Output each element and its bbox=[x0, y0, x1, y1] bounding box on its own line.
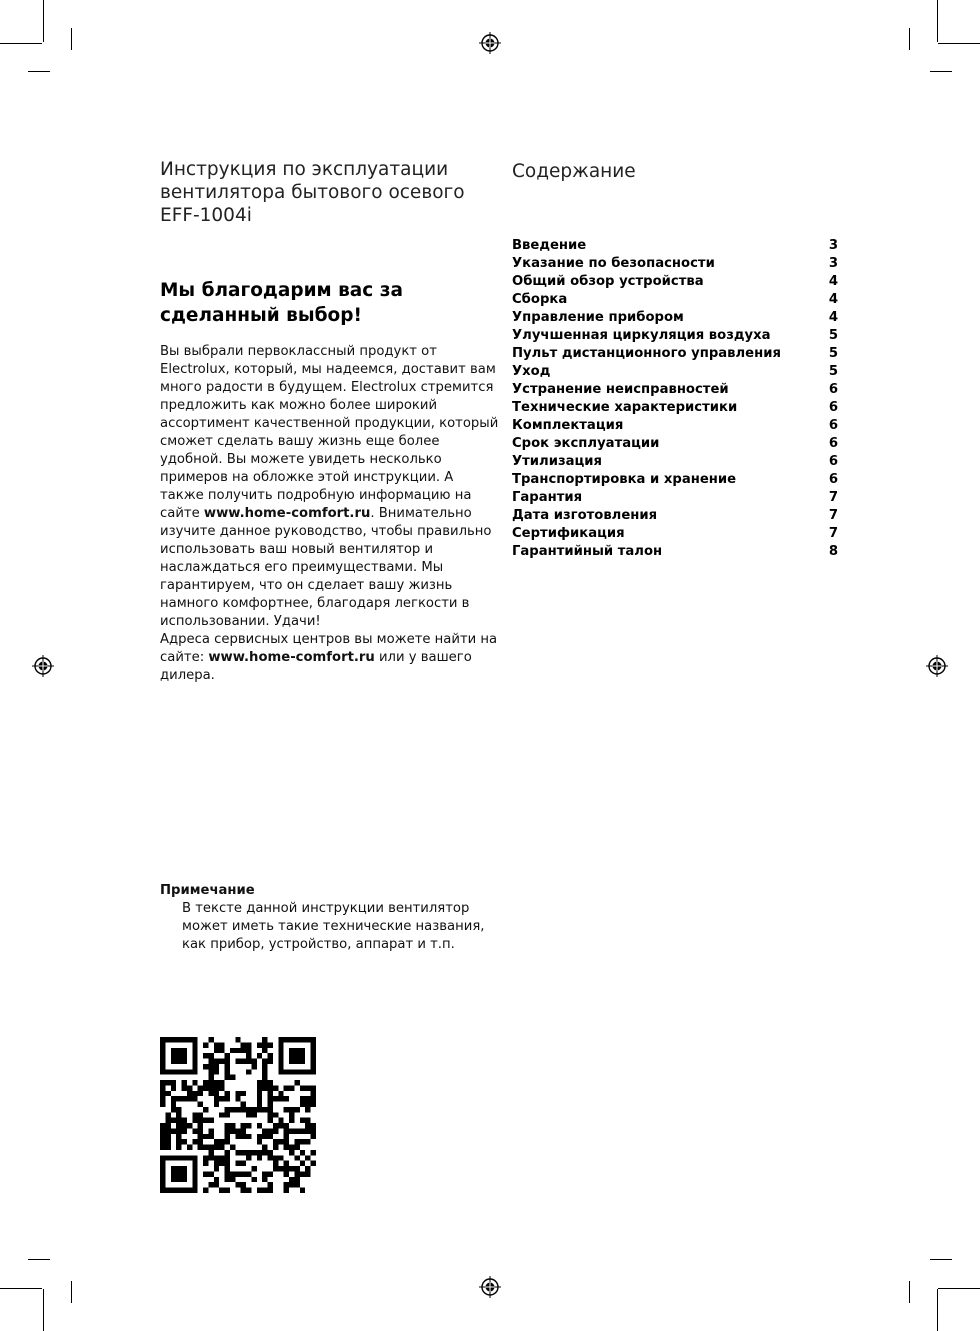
crop-mark-bl-v bbox=[71, 1281, 72, 1303]
document-title-line-2: вентилятора бытового осевого bbox=[160, 182, 465, 203]
intro-p2-text-b: или у вашего дилера. bbox=[160, 650, 472, 683]
contents-item-page: 6 bbox=[828, 454, 838, 469]
contents-item-label: Комплектация bbox=[512, 418, 624, 433]
note-title: Примечание bbox=[160, 883, 255, 898]
crop-mark-br-h2 bbox=[938, 1288, 980, 1289]
contents-item[interactable] bbox=[512, 381, 838, 399]
contents-item[interactable] bbox=[512, 417, 838, 435]
contents-item-label: Сертификация bbox=[512, 526, 625, 541]
website-link-1[interactable]: www.home-comfort.ru bbox=[203, 506, 371, 521]
registration-mark-icon-top bbox=[479, 32, 501, 54]
contents-item-page: 8 bbox=[828, 544, 838, 559]
contents-item-label: Транспортировка и хранение bbox=[512, 472, 737, 487]
contents-item[interactable] bbox=[512, 363, 838, 381]
contents-item[interactable] bbox=[512, 273, 838, 291]
contents-heading: Содержание bbox=[512, 161, 636, 182]
thanks-heading bbox=[160, 278, 490, 328]
crop-mark-br-h bbox=[930, 1259, 952, 1260]
contents-item-page: 6 bbox=[828, 436, 838, 451]
contents-item[interactable] bbox=[512, 471, 838, 489]
contents-item-page: 4 bbox=[828, 310, 838, 325]
intro-p2-text-a: Адреса сервисных центров вы можете найти на сайте: bbox=[160, 632, 498, 665]
contents-item-label: Дата изготовления bbox=[512, 508, 658, 523]
note-block bbox=[160, 882, 500, 954]
crop-mark-tl-h bbox=[28, 71, 50, 72]
crop-mark-bl-h bbox=[28, 1259, 50, 1260]
intro-paragraph-2 bbox=[160, 631, 500, 685]
contents-item[interactable] bbox=[512, 399, 838, 417]
crop-mark-tl-v2 bbox=[43, 0, 44, 42]
contents-item-page: 7 bbox=[828, 508, 838, 523]
contents-item-page: 4 bbox=[828, 292, 838, 307]
document-title bbox=[160, 158, 490, 227]
crop-mark-tr-h bbox=[930, 71, 952, 72]
contents-item-label: Пульт дистанционного управления bbox=[512, 346, 781, 361]
note-text: В тексте данной инструкции вентилятор может иметь такие технические названия, как прибор, устройство, аппарат и т.п. bbox=[182, 901, 485, 952]
contents-item-label: Утилизация bbox=[512, 454, 602, 469]
contents-item-label: Управление прибором bbox=[512, 310, 684, 325]
contents-item[interactable] bbox=[512, 255, 838, 273]
crop-mark-tl-h2 bbox=[0, 43, 42, 44]
contents-item[interactable] bbox=[512, 309, 838, 327]
contents-item[interactable] bbox=[512, 453, 838, 471]
contents-item-page: 5 bbox=[828, 346, 838, 361]
contents-item-label: Улучшенная циркуляция воздуха bbox=[512, 328, 771, 343]
qr-code bbox=[160, 1037, 316, 1193]
crop-mark-bl-v2 bbox=[43, 1289, 44, 1331]
crop-mark-tr-v2 bbox=[937, 0, 938, 42]
crop-mark-tr-v bbox=[909, 28, 910, 50]
website-link-2[interactable]: www.home-comfort.ru bbox=[208, 650, 375, 665]
document-title-line-1: Инструкция по эксплуатации bbox=[160, 159, 449, 180]
intro-paragraph-1 bbox=[160, 343, 500, 631]
contents-item-label: Технические характеристики bbox=[512, 400, 738, 415]
registration-mark-icon-right bbox=[926, 655, 948, 677]
document-title-line-3: EFF-1004i bbox=[160, 205, 252, 226]
contents-item-label: Устранение неисправностей bbox=[512, 382, 729, 397]
intro-p1-text-a: Вы выбрали первоклассный продукт от Electrolux, который, мы надеемся, доставит вам много радости в будущем. Electrolux стремится предложить как можно более широкий ассортимент качественной продукции, который сможет сделать вашу жизнь еще более удобной. Вы можете увидеть несколько примеров на обложке этой инструкции. А также получить подробную информацию на сайте bbox=[160, 344, 499, 521]
crop-mark-tr-h2 bbox=[938, 43, 980, 44]
contents-item-page: 3 bbox=[828, 238, 838, 253]
registration-mark-icon-bottom bbox=[479, 1276, 501, 1298]
contents-item[interactable] bbox=[512, 291, 838, 309]
contents-item-page: 5 bbox=[828, 364, 838, 379]
contents-list bbox=[512, 237, 838, 561]
contents-item-label: Указание по безопасности bbox=[512, 256, 715, 271]
contents-item-label: Срок эксплуатации bbox=[512, 436, 660, 451]
contents-item-label: Гарантия bbox=[512, 490, 583, 505]
contents-item[interactable] bbox=[512, 543, 838, 561]
thanks-heading-line-1: Мы благодарим вас за bbox=[160, 280, 403, 301]
contents-item-page: 3 bbox=[828, 256, 838, 271]
contents-item[interactable] bbox=[512, 507, 838, 525]
contents-item-page: 6 bbox=[828, 418, 838, 433]
contents-item-page: 7 bbox=[828, 490, 838, 505]
contents-item-label: Гарантийный талон bbox=[512, 544, 663, 559]
intro-text bbox=[160, 343, 500, 685]
contents-item-page: 5 bbox=[828, 328, 838, 343]
crop-mark-tl-v bbox=[71, 28, 72, 50]
contents-item[interactable] bbox=[512, 489, 838, 507]
contents-item[interactable] bbox=[512, 327, 838, 345]
contents-item-page: 4 bbox=[828, 274, 838, 289]
contents-item-label: Уход bbox=[512, 364, 551, 379]
contents-item-label: Введение bbox=[512, 238, 587, 253]
registration-mark-icon-left bbox=[32, 655, 54, 677]
contents-item[interactable] bbox=[512, 435, 838, 453]
contents-item[interactable] bbox=[512, 525, 838, 543]
contents-item-page: 6 bbox=[828, 472, 838, 487]
contents-item[interactable] bbox=[512, 345, 838, 363]
contents-item-page: 6 bbox=[828, 400, 838, 415]
crop-mark-bl-h2 bbox=[0, 1288, 42, 1289]
contents-item[interactable] bbox=[512, 237, 838, 255]
contents-item-page: 7 bbox=[828, 526, 838, 541]
intro-p1-text-b: . Внимательно изучите данное руководство, чтобы правильно использовать ваш новый вентилятор и наслаждаться его преимуществами. Мы гарантируем, что он сделает вашу жизнь намного комфортнее, благодаря легкости в использовании. Удачи! bbox=[160, 506, 492, 629]
crop-mark-br-v bbox=[909, 1281, 910, 1303]
contents-item-page: 6 bbox=[828, 382, 838, 397]
contents-item-label: Общий обзор устройства bbox=[512, 274, 704, 289]
crop-mark-br-v2 bbox=[937, 1289, 938, 1331]
contents-item-label: Сборка bbox=[512, 292, 568, 307]
thanks-heading-line-2: сделанный выбор! bbox=[160, 305, 362, 326]
